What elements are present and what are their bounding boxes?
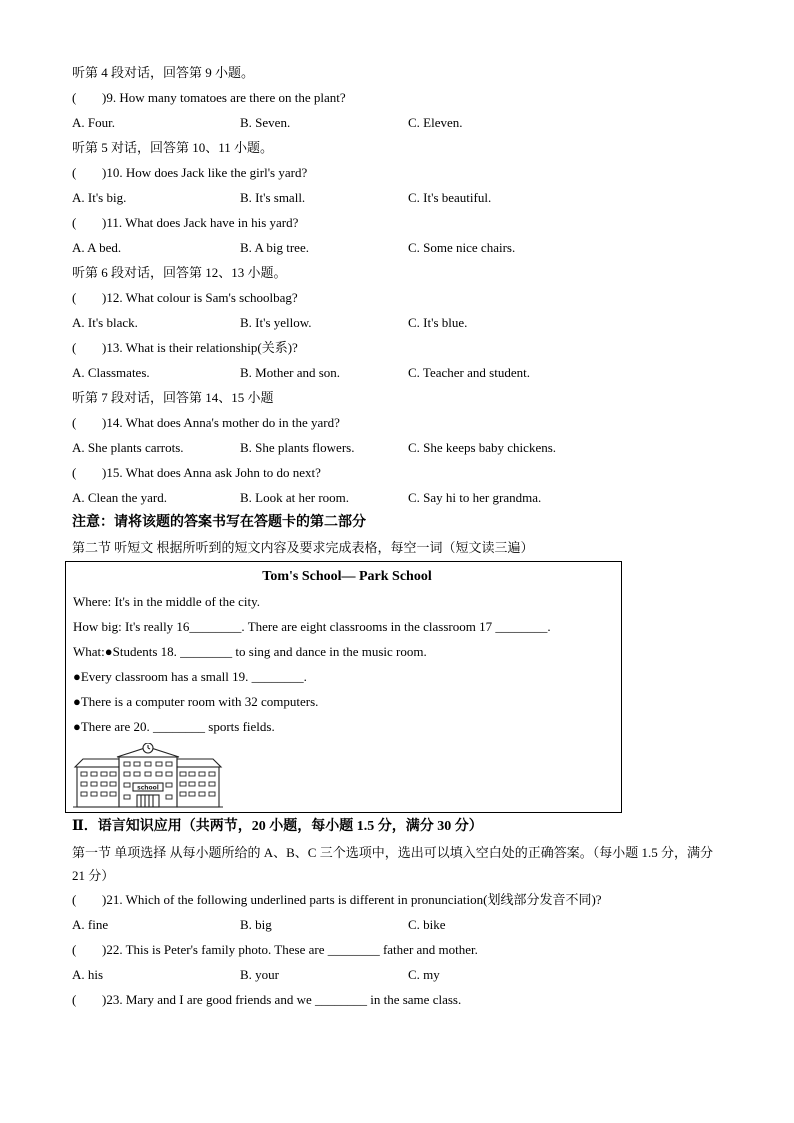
question-text: )21. Which of the following underlined parts is different in pronunciation(划线部分发音不同)? [102, 892, 602, 907]
table-what: What:●Students 18. ________ to sing and dance in the music room. [73, 644, 427, 659]
answer-paren: ( [72, 290, 77, 305]
option-a: A. Classmates. [72, 365, 150, 380]
option-a: A. fine [72, 917, 109, 932]
question-11 [72, 210, 722, 235]
table-title: Tom's School— Park School [262, 569, 432, 584]
question-23 [72, 987, 722, 1012]
option-c: C. bike [408, 917, 446, 932]
question-text: )15. What does Anna ask John to do next? [102, 465, 321, 480]
answer-paren: ( [72, 992, 77, 1007]
table-bullet-1: ●Every classroom has a small 19. ________. [73, 669, 307, 684]
option-a: A. It's big. [72, 190, 127, 205]
option-c: C. my [408, 967, 440, 982]
answer-paren: ( [72, 165, 77, 180]
question-22 [72, 937, 722, 962]
question-text: )23. Mary and I are good friends and we ________ in the same class. [102, 992, 462, 1007]
question-21 [72, 887, 722, 912]
dialogue-4-intro: 听第 4 段对话，回答第 9 小题。 [72, 65, 255, 80]
option-a: A. Clean the yard. [72, 490, 167, 505]
option-c: C. It's beautiful. [408, 190, 492, 205]
section-2-instructions: 第二节 听短文 根据所听到的短文内容及要求完成表格，每空一词（短文读三遍） [72, 540, 534, 555]
notice: 注意：请将该题的答案书写在答题卡的第二部分 [72, 515, 366, 530]
option-a: A. She plants carrots. [72, 440, 184, 455]
option-c: C. She keeps baby chickens. [408, 440, 557, 455]
answer-paren: ( [72, 942, 77, 957]
exam-page [72, 60, 722, 1012]
answer-paren: ( [72, 892, 77, 907]
option-c: C. Some nice chairs. [408, 240, 516, 255]
dialogue-7-intro: 听第 7 段对话，回答第 14、15 小题 [72, 390, 274, 405]
question-15-options [72, 485, 722, 510]
question-10 [72, 160, 722, 185]
table-where: Where: It's in the middle of the city. [73, 594, 261, 609]
option-c: C. Eleven. [408, 115, 463, 130]
question-13 [72, 335, 722, 360]
option-c: C. Say hi to her grandma. [408, 490, 542, 505]
answer-paren: ( [72, 340, 77, 355]
dialogue-5-intro: 听第 5 对话，回答第 10、11 小题。 [72, 140, 274, 155]
part-2-title: Ⅱ．语言知识应用（共两节，20 小题，每小题 1.5 分，满分 30 分） [72, 819, 483, 834]
answer-paren: ( [72, 215, 77, 230]
info-table [65, 561, 622, 813]
question-22-options [72, 962, 722, 987]
question-text: )10. How does Jack like the girl's yard? [102, 165, 308, 180]
question-14-options [72, 435, 722, 460]
question-10-options [72, 185, 722, 210]
option-c: C. Teacher and student. [408, 365, 530, 380]
option-b: B. Look at her room. [240, 490, 350, 505]
dialogue-6-intro: 听第 6 段对话，回答第 12、13 小题。 [72, 265, 287, 280]
question-9-options [72, 110, 722, 135]
question-21-options [72, 912, 722, 937]
question-12 [72, 285, 722, 310]
option-b: B. It's small. [240, 190, 306, 205]
question-text: )12. What colour is Sam's schoolbag? [102, 290, 298, 305]
question-text: )11. What does Jack have in his yard? [102, 215, 299, 230]
option-b: B. It's yellow. [240, 315, 312, 330]
option-a: A. Four. [72, 115, 115, 130]
option-a: A. It's black. [72, 315, 138, 330]
option-b: B. your [240, 967, 279, 982]
question-13-options [72, 360, 722, 385]
question-14 [72, 410, 722, 435]
question-text: )14. What does Anna's mother do in the yard? [102, 415, 340, 430]
option-a: A. his [72, 967, 104, 982]
option-b: B. Mother and son. [240, 365, 341, 380]
option-b: B. She plants flowers. [240, 440, 355, 455]
option-b: B. Seven. [240, 115, 291, 130]
question-text: )22. This is Peter's family photo. These are ________ father and mother. [102, 942, 478, 957]
option-c: C. It's blue. [408, 315, 468, 330]
table-bullet-2: ●There is a computer room with 32 computers. [73, 694, 319, 709]
school-sign: school [137, 784, 159, 792]
question-text: )13. What is their relationship(关系)? [102, 340, 298, 355]
answer-paren: ( [72, 90, 77, 105]
table-bullet-3: ●There are 20. ________ sports fields. [73, 719, 275, 734]
question-text: )9. How many tomatoes are there on the plant? [102, 90, 346, 105]
question-11-options [72, 235, 722, 260]
question-9 [72, 85, 722, 110]
table-how-big: How big: It's really 16________. There are eight classrooms in the classroom 17 ________. [73, 619, 551, 634]
answer-paren: ( [72, 465, 77, 480]
school-building-illustration [73, 743, 621, 815]
answer-paren: ( [72, 415, 77, 430]
question-12-options [72, 310, 722, 335]
part-2-section-1-instructions: 第一节 单项选择 从每小题所给的 A、B、C 三个选项中，选出可以填入空白处的正确答案。（每小题 1.5 分，满分 21 分） [72, 845, 713, 883]
option-b: B. A big tree. [240, 240, 309, 255]
option-a: A. A bed. [72, 240, 122, 255]
question-15 [72, 460, 722, 485]
option-b: B. big [240, 917, 272, 932]
